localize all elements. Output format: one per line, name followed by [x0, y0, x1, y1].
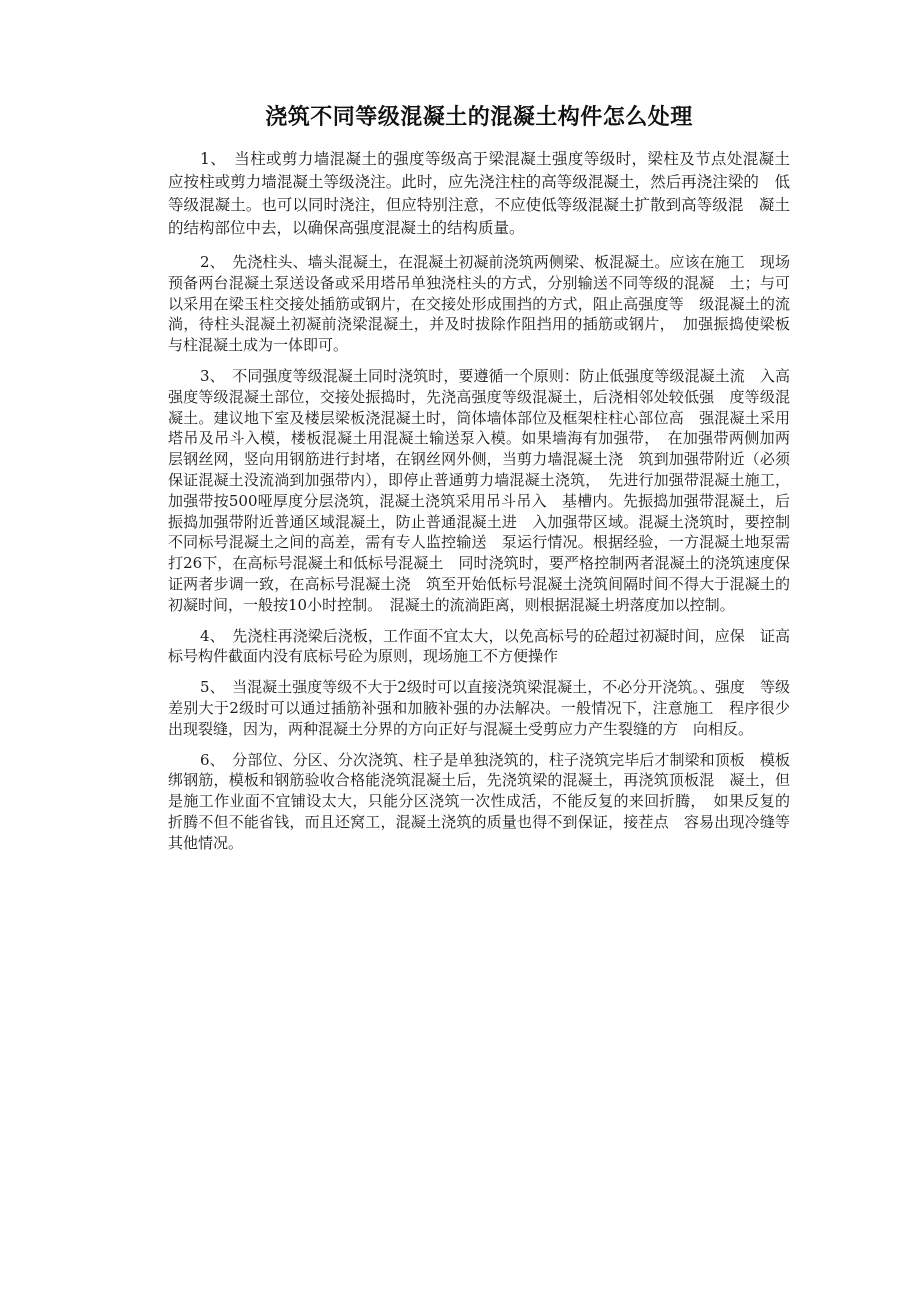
document-title: 浇筑不同等级混凝土的混凝土构件怎么处理 [265, 105, 693, 130]
paragraph-3: 3、 不同强度等级混凝土同时浇筑时，要遵循一个原则：防止低强度等级混凝土流 入高强度等级混凝土部位，交接处振捣时，先浇高强度等级混凝土，后浇相邻处较低强 度等级混凝土。建议地下室及楼层梁板浇混凝土时，筒体墙体部位及框架柱柱心部位高 强混凝土采用塔吊及吊斗入模，楼板混凝土用混凝土输送泵入模。如果墙海有加强带， 在加强带两侧加两层钢丝网，竖向用钢筋进行封堵，在钢丝网外侧，当剪力墙混凝土浇 筑到加强带附近（必须保证混凝土没流淌到加强带内），即停止普通剪力墙混凝土浇筑， 先进行加强带混凝土施工，加强带按500哑厚度分层浇筑，混凝土浇筑采用吊斗吊入 基槽内。先振捣加强带混凝土，后振捣加强带附近普通区域混凝土，防止普通混凝土进 入加强带区域。混凝土浇筑时，要控制不同标号混凝土之间的高差，需有专人监控输送 泵运行情况。根据经验，一方混凝土地泵需打26下，在高标号混凝土和低标号混凝土 同时浇筑时，要严格控制两者混凝土的浇筑速度保证两者步调一致，在高标号混凝土浇 筑至开始低标号混凝土浇筑间隔时间不得大于混凝土的初凝时间，一般按10小时控制。 混凝土的流淌距离，则根据混凝土坍落度加以控制。 [168, 366, 790, 614]
paragraph-1: 1、 当柱或剪力墙混凝土的强度等级高于梁混凝土强度等级时，梁柱及节点处混凝土 应按柱或剪力墙混凝土等级浇注。此时，应先浇注柱的高等级混凝土，然后再浇注梁的 低等级混凝土。也可以同时浇注，但应特别注意，不应使低等级混凝土扩散到高等级混 凝土的结构部位中去，以确保高强度混凝土的结构质量。 [168, 150, 806, 237]
paragraph-6: 6、 分部位、分区、分次浇筑、柱子是单独浇筑的，柱子浇筑完毕后才制梁和顶板 模板绑钢筋，模板和钢筋验收合格能浇筑混凝土后，先浇筑梁的混凝土，再浇筑顶板混 凝土，但是施工作业面不宜铺设太大，只能分区浇筑一次性成活，不能反复的来回折腾， 如果反复的折腾不但不能省钱，而且还窝工，混凝土浇筑的质量也得不到保证，接茬点 容易出现冷缝等其他情况。 [168, 750, 790, 852]
document-body [168, 148, 806, 864]
paragraph-4: 4、 先浇柱再浇梁后浇板，工作面不宜太大，以免高标号的砼超过初凝时间，应保 证高标号构件截面内没有底标号砼为原则，现场施工不方便操作 [168, 626, 790, 666]
paragraph-5: 5、 当混凝土强度等级不大于2级时可以直接浇筑梁混凝土，不必分开浇筑。、强度 等级差别大于2级时可以通过插筋补强和加腋补强的办法解决。一般情况下，注意施工 程序很少出现裂缝，因为，两种混凝土分界的方向正好与混凝土受剪应力产生裂缝的方 向相反。 [168, 678, 790, 738]
paragraph-2: 2、 先浇柱头、墙头混凝土，在混凝土初凝前浇筑两侧梁、板混凝土。应该在施工 现场预备两台混凝土泵送设备或采用塔吊单独浇柱头的方式，分别输送不同等级的混凝 土；与可以采用在梁玉柱交接处插筋或钢片，在交接处形成围挡的方式，阻止高强度等 级混凝土的流淌，待柱头混凝土初凝前浇梁混凝土，并及时拔除作阻挡用的插筋或钢片， 加强振捣使梁板与柱混凝土成为一体即可。 [168, 253, 790, 355]
